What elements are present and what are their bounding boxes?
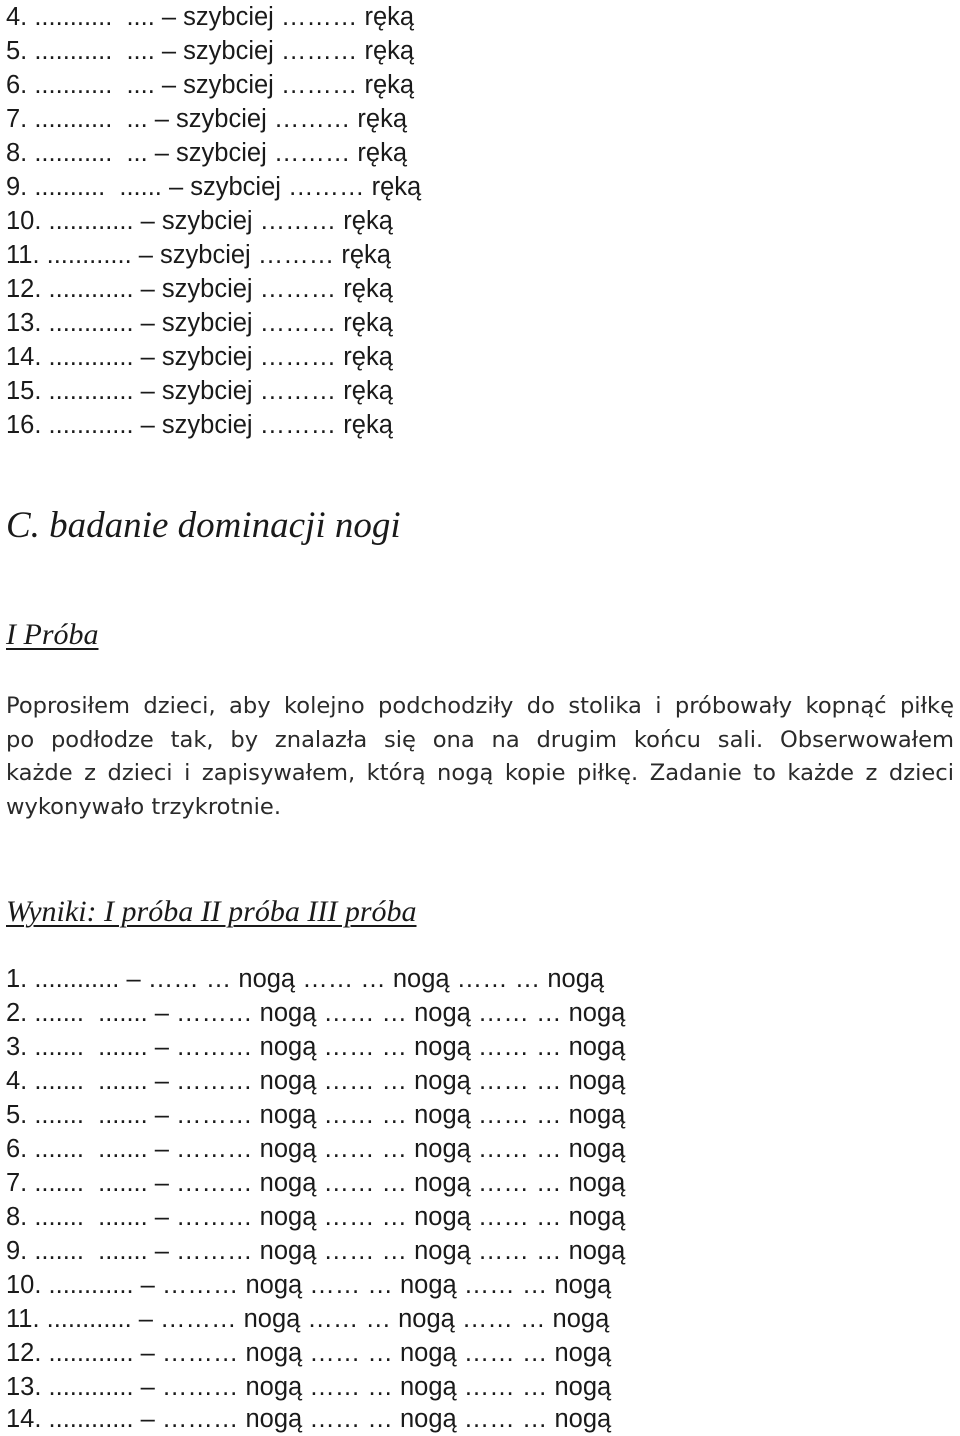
result-row: 10. ............ – ……… nogą …… … nogą …… … nogą [6, 1271, 612, 1299]
paragraph-line: Poprosiłem dzieci, aby kolejno podchodziły do stolika i próbowały kopnąć piłkę [6, 693, 954, 719]
paragraph-line: wykonywało trzykrotnie. [6, 793, 282, 820]
result-row: 8. ....... ....... – ……… nogą …… … nogą …… … nogą [6, 1203, 626, 1231]
list-item: 7. ........... ... – szybciej ……… ręką [6, 105, 408, 133]
list-item: 10. ............ – szybciej ……… ręką [6, 207, 393, 235]
list-item: 11. ............ – szybciej ……… ręką [6, 241, 391, 269]
result-row: 1. ............ – …… … nogą …… … nogą …… … nogą [6, 965, 605, 993]
result-row: 5. ....... ....... – ……… nogą …… … nogą …… … nogą [6, 1101, 626, 1129]
list-item: 16. ............ – szybciej ……… ręką [6, 411, 393, 439]
list-item: 13. ............ – szybciej ……… ręką [6, 309, 393, 337]
list-item: 15. ............ – szybciej ……… ręką [6, 377, 393, 405]
list-item: 8. ........... ... – szybciej ……… ręką [6, 139, 408, 167]
result-row: 3. ....... ....... – ……… nogą …… … nogą …… … nogą [6, 1033, 626, 1061]
result-row: 11. ............ – ……… nogą …… … nogą …… … nogą [6, 1305, 610, 1333]
section-heading: C. badanie dominacji nogi [6, 505, 401, 546]
list-item: 14. ............ – szybciej ……… ręką [6, 343, 393, 371]
list-item: 5. ........... .... – szybciej ……… ręką [6, 37, 415, 65]
result-row: 14. ............ – ……… nogą …… … nogą …… … nogą [6, 1405, 612, 1433]
paragraph-line: każde z dzieci i zapisywałem, którą nogą kopie piłkę. Zadanie to każde z dzieci [6, 760, 954, 786]
result-row: 9. ....... ....... – ……… nogą …… … nogą …… … nogą [6, 1237, 626, 1265]
trial-subheading: I Próba [6, 618, 99, 651]
result-row: 12. ............ – ……… nogą …… … nogą …… … nogą [6, 1339, 612, 1367]
results-heading: Wyniki: I próba II próba III próba [6, 895, 417, 928]
result-row: 2. ....... ....... – ……… nogą …… … nogą …… … nogą [6, 999, 626, 1027]
result-row: 13. ............ – ……… nogą …… … nogą …… … nogą [6, 1373, 612, 1401]
list-item: 4. ........... .... – szybciej ……… ręką [6, 3, 415, 31]
list-item: 6. ........... .... – szybciej ……… ręką [6, 71, 415, 99]
instructions-paragraph [6, 690, 954, 824]
paragraph-line: po podłodze tak, by znalazła się ona na drugim końcu sali. Obserwowałem [6, 726, 954, 753]
result-row: 7. ....... ....... – ……… nogą …… … nogą …… … nogą [6, 1169, 626, 1197]
list-item: 9. .......... ...... – szybciej ……… ręką [6, 173, 422, 201]
result-row: 4. ....... ....... – ……… nogą …… … nogą …… … nogą [6, 1067, 626, 1095]
list-item: 12. ............ – szybciej ……… ręką [6, 275, 393, 303]
result-row: 6. ....... ....... – ……… nogą …… … nogą …… … nogą [6, 1135, 626, 1163]
